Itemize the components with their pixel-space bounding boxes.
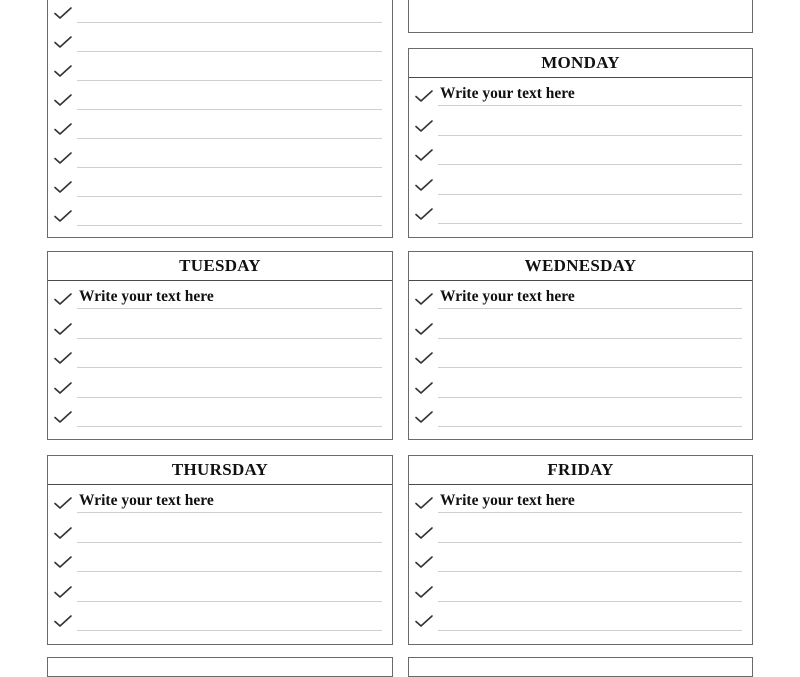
- day-header: WEDNESDAY: [409, 252, 752, 281]
- checkmark-icon: [415, 89, 433, 103]
- list-item-text[interactable]: Write your text here: [440, 288, 575, 305]
- checkmark-icon: [415, 178, 433, 192]
- list-item[interactable]: [48, 201, 392, 230]
- checkmark-icon: [54, 64, 72, 78]
- writing-line: [77, 225, 382, 226]
- list-item-text[interactable]: Write your text here: [79, 492, 214, 509]
- checkmark-icon: [54, 122, 72, 136]
- checkmark-icon: [415, 381, 433, 395]
- checkmark-icon: [415, 526, 433, 540]
- list-item-text[interactable]: Write your text here: [79, 288, 214, 305]
- writing-line: [77, 51, 382, 52]
- day-box-friday: [408, 455, 753, 645]
- next-box-right: [408, 657, 753, 677]
- checkmark-icon: [415, 292, 433, 306]
- day-header: THURSDAY: [48, 456, 392, 485]
- list-item[interactable]: [48, 85, 392, 114]
- writing-line: [438, 308, 742, 309]
- list-item[interactable]: [409, 111, 752, 140]
- writing-line: [77, 138, 382, 139]
- checkmark-icon: [415, 410, 433, 424]
- checkmark-icon: [54, 526, 72, 540]
- list-item[interactable]: [48, 402, 392, 431]
- checkmark-icon: [54, 209, 72, 223]
- checkmark-icon: [54, 410, 72, 424]
- writing-line: [77, 571, 382, 572]
- checkmark-icon: [54, 322, 72, 336]
- checkmark-icon: [415, 585, 433, 599]
- next-box-left: [47, 657, 393, 677]
- writing-line: [77, 630, 382, 631]
- checkmark-icon: [415, 207, 433, 221]
- list-item[interactable]: [48, 373, 392, 402]
- writing-line: [438, 223, 742, 224]
- checkmark-icon: [415, 351, 433, 365]
- top-right-box: [408, 0, 753, 33]
- list-item[interactable]: [48, 518, 392, 547]
- checkmark-icon: [415, 119, 433, 133]
- writing-line: [77, 308, 382, 309]
- writing-line: [438, 367, 742, 368]
- writing-line: [438, 512, 742, 513]
- day-header: MONDAY: [409, 49, 752, 78]
- list-item[interactable]: [409, 81, 752, 110]
- list-item[interactable]: [48, 284, 392, 313]
- list-item[interactable]: [409, 606, 752, 635]
- list-item[interactable]: [409, 488, 752, 517]
- writing-line: [77, 338, 382, 339]
- list-item-text[interactable]: Write your text here: [440, 85, 575, 102]
- writing-line: [77, 426, 382, 427]
- checkmark-icon: [415, 496, 433, 510]
- checkmark-icon: [415, 555, 433, 569]
- checkmark-icon: [54, 180, 72, 194]
- list-item[interactable]: [409, 140, 752, 169]
- writing-line: [77, 367, 382, 368]
- checkmark-icon: [54, 381, 72, 395]
- list-item[interactable]: [48, 0, 392, 27]
- list-item[interactable]: [409, 547, 752, 576]
- writing-line: [77, 22, 382, 23]
- list-item[interactable]: [48, 314, 392, 343]
- checkmark-icon: [415, 322, 433, 336]
- checkmark-icon: [54, 151, 72, 165]
- checkmark-icon: [54, 614, 72, 628]
- writing-line: [77, 512, 382, 513]
- checkmark-icon: [54, 6, 72, 20]
- writing-line: [438, 426, 742, 427]
- writing-line: [438, 338, 742, 339]
- writing-line: [438, 397, 742, 398]
- writing-line: [77, 80, 382, 81]
- list-item[interactable]: [48, 114, 392, 143]
- list-item[interactable]: [409, 402, 752, 431]
- checkmark-icon: [54, 496, 72, 510]
- checkmark-icon: [54, 292, 72, 306]
- list-item[interactable]: [409, 284, 752, 313]
- checkmark-icon: [54, 555, 72, 569]
- list-item[interactable]: [409, 518, 752, 547]
- list-item[interactable]: [409, 373, 752, 402]
- list-item[interactable]: [48, 56, 392, 85]
- writing-line: [77, 397, 382, 398]
- list-item[interactable]: [48, 547, 392, 576]
- writing-line: [77, 167, 382, 168]
- list-item[interactable]: [48, 606, 392, 635]
- checkmark-icon: [54, 351, 72, 365]
- writing-line: [77, 109, 382, 110]
- list-item-text[interactable]: Write your text here: [440, 492, 575, 509]
- notes-box: [47, 0, 393, 238]
- writing-line: [77, 542, 382, 543]
- list-item[interactable]: [409, 170, 752, 199]
- day-box-thursday: [47, 455, 393, 645]
- writing-line: [438, 194, 742, 195]
- checkmark-icon: [54, 35, 72, 49]
- list-item[interactable]: [48, 577, 392, 606]
- day-header: FRIDAY: [409, 456, 752, 485]
- writing-line: [77, 601, 382, 602]
- writing-line: [438, 601, 742, 602]
- list-item[interactable]: [48, 343, 392, 372]
- day-box-wednesday: [408, 251, 753, 440]
- checkmark-icon: [415, 614, 433, 628]
- writing-line: [438, 164, 742, 165]
- checkmark-icon: [54, 93, 72, 107]
- checkmark-icon: [415, 148, 433, 162]
- writing-line: [438, 105, 742, 106]
- writing-line: [77, 196, 382, 197]
- list-item[interactable]: [409, 577, 752, 606]
- day-box-monday: [408, 48, 753, 238]
- day-header: TUESDAY: [48, 252, 392, 281]
- checkmark-icon: [54, 585, 72, 599]
- list-item[interactable]: [48, 172, 392, 201]
- writing-line: [438, 630, 742, 631]
- writing-line: [438, 135, 742, 136]
- writing-line: [438, 571, 742, 572]
- list-item[interactable]: [48, 143, 392, 172]
- list-item[interactable]: [409, 199, 752, 228]
- list-item[interactable]: [48, 488, 392, 517]
- day-box-tuesday: [47, 251, 393, 440]
- list-item[interactable]: [48, 27, 392, 56]
- list-item[interactable]: [409, 314, 752, 343]
- list-item[interactable]: [409, 343, 752, 372]
- writing-line: [438, 542, 742, 543]
